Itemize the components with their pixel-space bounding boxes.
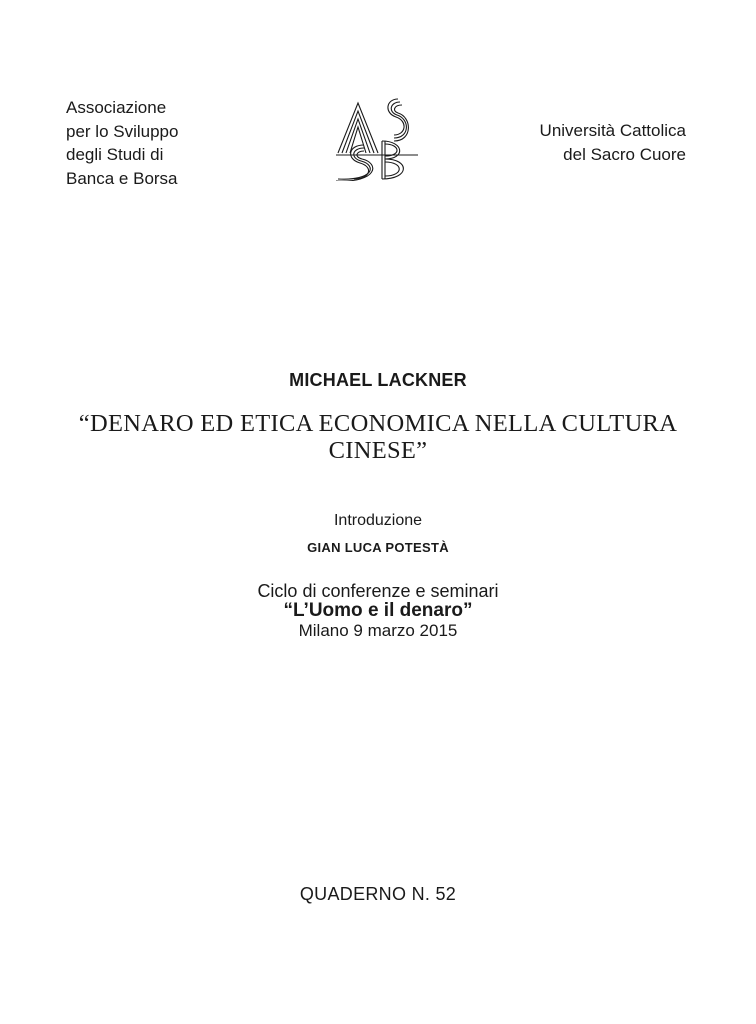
intro-label: Introduzione <box>333 512 423 529</box>
document-title <box>0 410 756 464</box>
event-date: Milano 9 marzo 2015 <box>298 621 458 640</box>
series-name: “L’Uomo e il denaro” <box>283 600 473 621</box>
document-title-line: CINESE” <box>328 437 428 464</box>
association-name-line: Associazione <box>66 98 167 117</box>
asbb-logo-icon <box>334 95 420 181</box>
author-name: MICHAEL LACKNER <box>289 370 467 390</box>
university-name-line: del Sacro Cuore <box>563 144 686 164</box>
series-label: Ciclo di conferenze e seminari <box>257 581 499 601</box>
quaderno-number: QUADERNO N. 52 <box>299 884 457 904</box>
association-name <box>66 96 178 190</box>
association-name-line: degli Studi di <box>66 145 164 164</box>
university-name-line: Università Cattolica <box>539 121 686 140</box>
association-name-line: Banca e Borsa <box>66 168 178 188</box>
university-name <box>540 119 686 166</box>
association-name-line: per lo Sviluppo <box>66 121 179 141</box>
document-title-line: “DENARO ED ETICA ECONOMICA NELLA CULTURA <box>78 410 678 437</box>
intro-author-name: GIAN LUCA POTESTÀ <box>307 540 449 555</box>
